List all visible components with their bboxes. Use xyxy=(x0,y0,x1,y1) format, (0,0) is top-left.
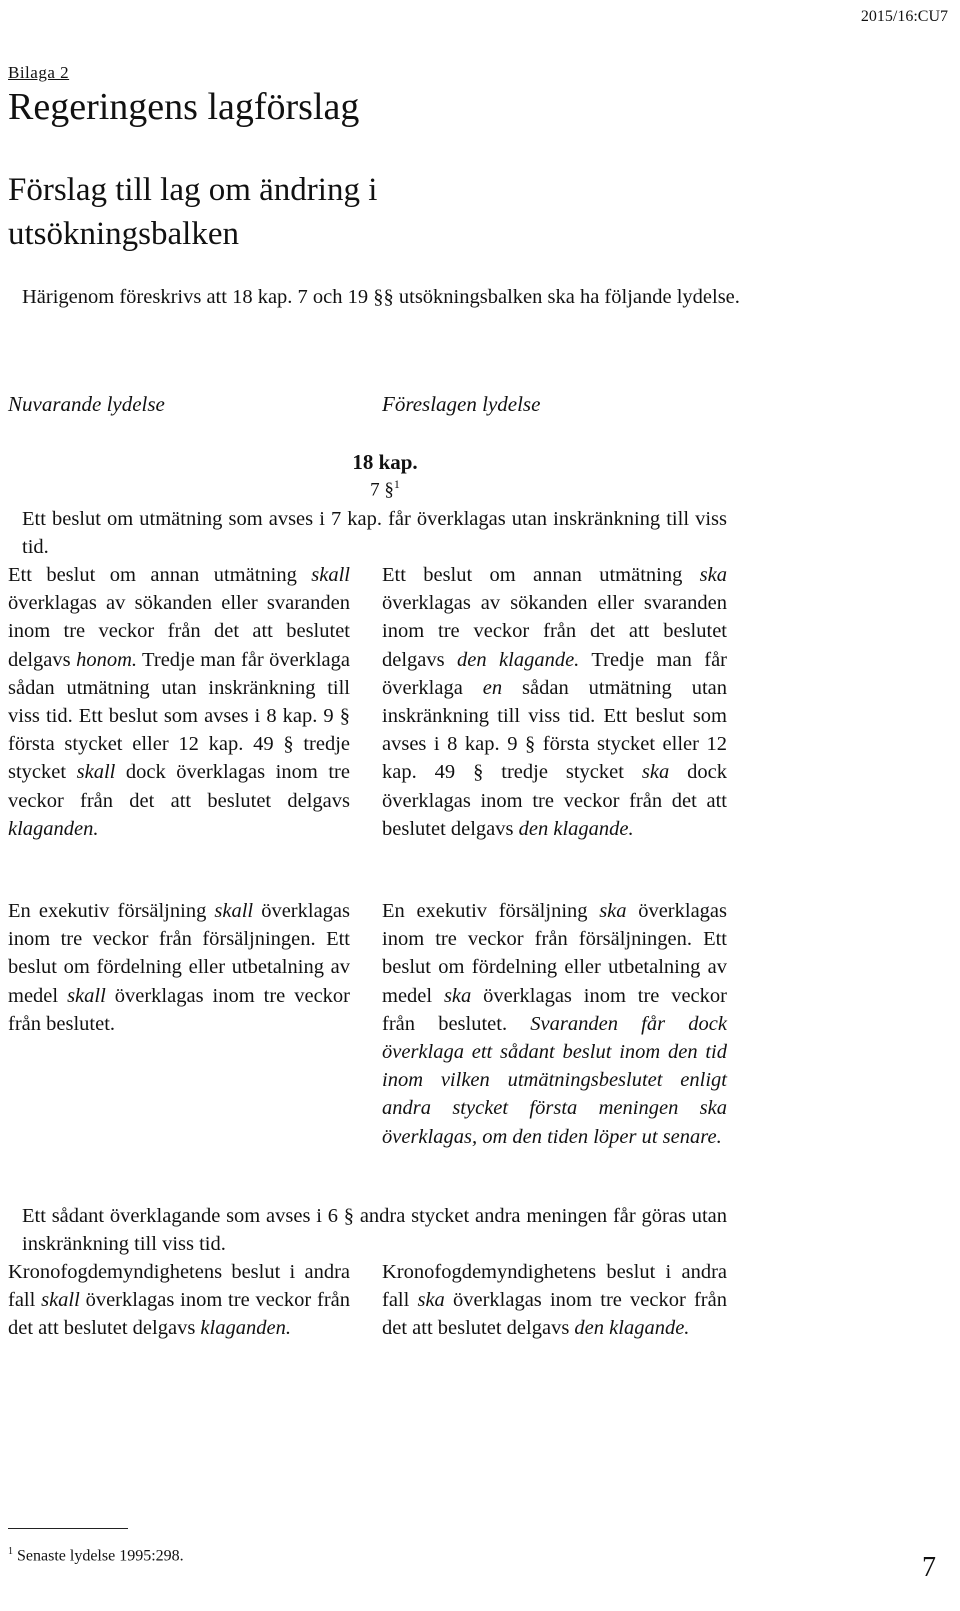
proposed-paragraph-2 xyxy=(382,897,727,1151)
text-run: överklagas inom tre veckor från försäljningen. Ett beslut om fördelning eller utbetalning av medel xyxy=(382,900,727,1007)
italic-run: skall xyxy=(67,984,106,1007)
footnote-mark: 1 xyxy=(8,1546,13,1557)
section-label: 7 § xyxy=(370,479,394,501)
text-run: överklagas av sökanden eller svaranden inom tre veckor från det att beslutet delgavs xyxy=(8,592,350,671)
page-title: Regeringens lagförslag xyxy=(8,86,360,128)
text-run: Kronofogdemyndighetens beslut i andra fall xyxy=(8,1261,350,1312)
italic-run: den klagande. xyxy=(457,648,580,671)
intro-paragraph: Härigenom föreskrivs att 18 kap. 7 och 19 §§ utsökningsbalken ska ha följande lydelse. xyxy=(22,286,740,308)
appendix-label: Bilaga 2 xyxy=(8,63,70,82)
text-run: dock överklagas inom tre veckor från det att beslutet delgavs xyxy=(8,761,350,812)
current-paragraph-1 xyxy=(8,561,350,843)
text-run: Tredje man får överklaga sådan utmätning utan inskränkning till viss tid. Ett beslut som avses i 8 kap. 9 § första stycket eller 12 kap. 49 § tredje stycket xyxy=(8,648,350,784)
proposed-paragraph-3 xyxy=(382,1258,727,1343)
italic-run: honom. xyxy=(76,648,137,671)
italic-run: skall xyxy=(41,1289,80,1312)
italic-run: klaganden. xyxy=(8,817,99,840)
italic-run: ska xyxy=(599,900,627,922)
proposed-paragraph-1 xyxy=(382,561,727,843)
italic-run: skall xyxy=(214,900,254,922)
footnote xyxy=(8,1546,184,1565)
italic-run: klaganden. xyxy=(200,1317,291,1340)
text-run: överklagas inom tre veckor från beslutet. xyxy=(8,984,350,1035)
italic-run: ska xyxy=(699,564,727,586)
italic-run: en xyxy=(482,676,503,699)
column-heading-current: Nuvarande lydelse xyxy=(8,392,165,416)
text-run: sådan utmätning utan inskränkning till viss tid. Ett beslut som avses i 8 kap. 9 § första stycket eller 12 kap. 49 § tredje stycket xyxy=(382,676,727,784)
text-run: överklagas inom tre veckor från det att beslutet delgavs xyxy=(382,1289,727,1340)
italic-run: den klagande. xyxy=(574,1317,690,1340)
text-run: överklagas av sökanden eller svaranden inom tre veckor från det att beslutet delgavs xyxy=(382,592,727,671)
chapter-heading: 18 kap. xyxy=(352,450,418,474)
current-paragraph-3 xyxy=(8,1258,350,1343)
page-number: 7 xyxy=(922,1552,936,1583)
text-run: överklagas inom tre veckor från det att beslutet delgavs xyxy=(8,1289,350,1340)
text-run: överklagas inom tre veckor från beslutet. xyxy=(382,984,727,1035)
italic-run: skall xyxy=(76,761,116,784)
italic-run: skall xyxy=(311,564,350,586)
shared-paragraph-2: Ett sådant överklagande som avses i 6 § andra stycket andra meningen får göras utan inskränkning till viss tid. xyxy=(22,1205,727,1256)
text-run: Tredje man får överklaga xyxy=(382,648,727,699)
footnote-divider xyxy=(8,1528,128,1529)
text-run: Ett beslut om annan utmätning xyxy=(8,564,312,586)
text-run: Kronofogdemyndighetens beslut i andra fall xyxy=(382,1261,727,1312)
proposal-title: Förslag till lag om ändring i utsökningsbalken xyxy=(8,172,378,252)
footnote-text: Senaste lydelse 1995:298. xyxy=(17,1547,184,1565)
text-run: överklagas inom tre veckor från försäljningen. Ett beslut om fördelning eller utbetalning av medel xyxy=(8,900,350,1007)
text-run: En exekutiv försäljning xyxy=(8,900,215,922)
current-paragraph-2 xyxy=(8,897,350,1038)
italic-run: ska xyxy=(417,1289,445,1312)
italic-run: Svaranden får dock överklaga ett sådant beslut inom den tid inom vilken utmätningsbeslutet enligt andra stycket första meningen ska överklagas, om den tiden löper ut senare. xyxy=(382,1012,727,1148)
section-heading xyxy=(0,477,770,501)
text-run: Ett beslut om annan utmätning xyxy=(382,564,700,586)
document-reference: 2015/16:CU7 xyxy=(860,8,948,25)
text-run: En exekutiv försäljning xyxy=(382,900,600,922)
italic-run: den klagande. xyxy=(518,817,634,840)
section-footnote-mark: 1 xyxy=(393,477,400,491)
italic-run: ska xyxy=(641,761,670,784)
column-heading-proposed: Föreslagen lydelse xyxy=(382,392,541,416)
shared-paragraph-1: Ett beslut om utmätning som avses i 7 kap. får överklagas utan inskränkning till viss tid. xyxy=(22,508,727,559)
text-run: dock överklagas inom tre veckor från det att beslutet delgavs xyxy=(382,761,727,840)
italic-run: ska xyxy=(443,984,472,1007)
